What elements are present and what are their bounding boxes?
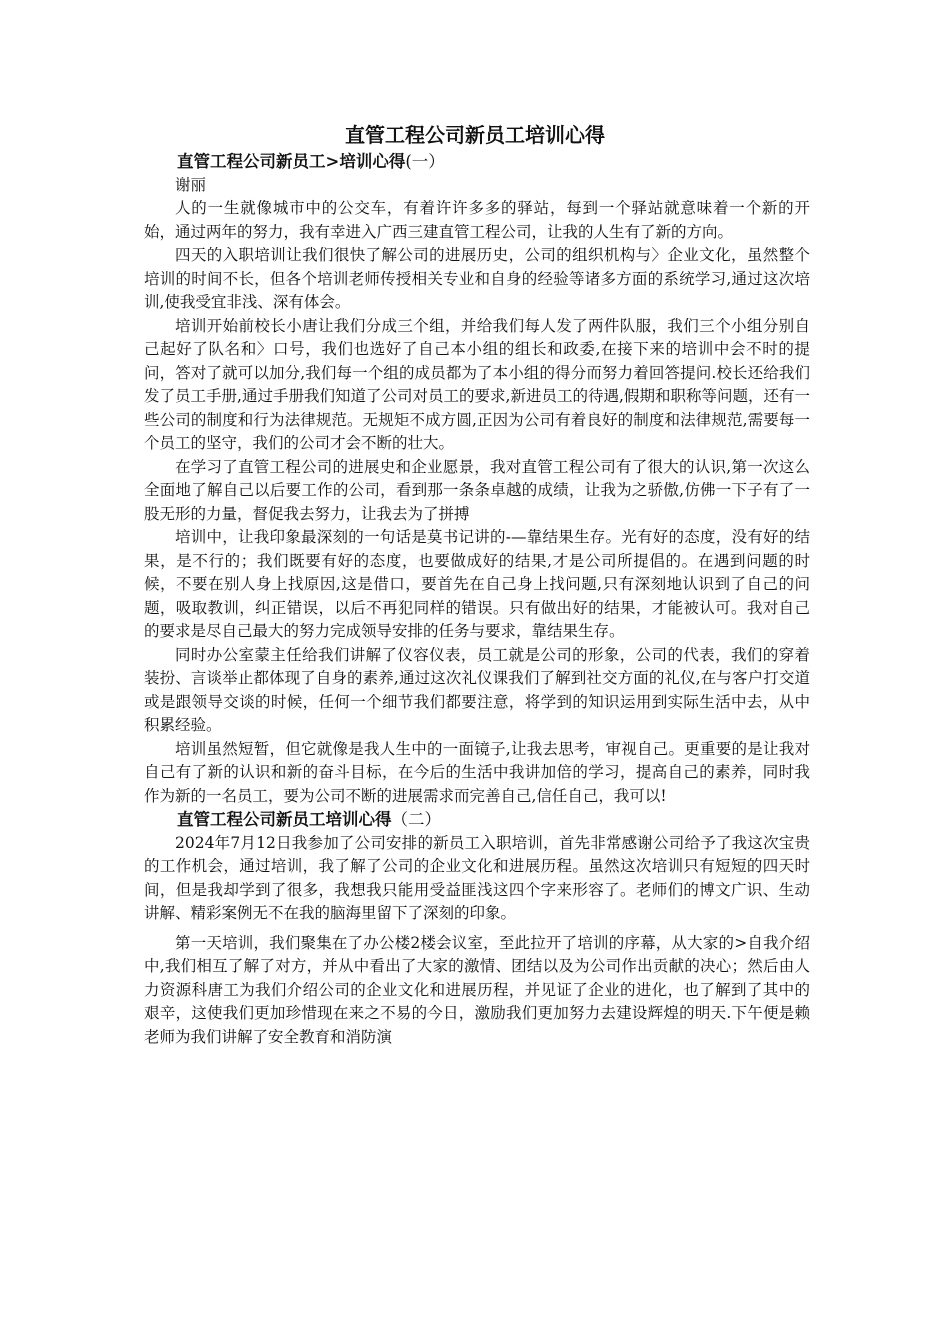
section-2-heading-suffix: （二） (391, 810, 441, 829)
paragraph: 四天的入职培训让我们很快了解公司的进展历史，公司的组织机构与〉企业文化，虽然整个培训的时间不长，但各个培训老师传授相关专业和自身的经验等诸多方面的系统学习,通过这次培训,使我受宜非浅、深有体会。 (144, 246, 810, 311)
paragraph: 培训中，让我印象最深刻的一句话是莫书记讲的-—靠结果生存。光有好的态度，没有好的结果，是不行的；我们既要有好的态度，也要做成好的结果,才是公司所提倡的。在遇到问题的时候，不要在别人身上找原因,这是借口，要首先在自己身上找问题,只有深刻地认识到了自己的问题，吸取教训，纠正错误，以后不再犯同样的错误。只有做出好的结果，才能被认可。我对自己的要求是尽自己最大的努力完成领导安排的任务与要求，靠结果生存。 (144, 528, 810, 640)
section-1-heading (144, 150, 810, 174)
document-body (144, 150, 810, 1049)
section-2-heading (144, 808, 810, 832)
document-title: 直管工程公司新员工培训心得 (345, 123, 605, 147)
paragraph: 培训开始前校长小唐让我们分成三个组，并给我们每人发了两件队服，我们三个小组分别自己起好了队名和〉口号，我们也选好了自己本小组的组长和政委,在接下来的培训中会不时的提问，答对了就可以加分,我们每一个组的成员都为了本小组的得分而努力着回答提问.校长还给我们发了员工手册,通过手册我们知道了公司对员工的要求,新进员工的待遇,假期和职称等问题，还有一些公司的制度和行为法律规范。无规矩不成方圆,正因为公司有着良好的制度和法律规范,需要每一个员工的坚守，我们的公司才会不断的壮大。 (144, 316, 810, 452)
author-name: 谢丽 (175, 175, 207, 194)
section-1-heading-suffix: (一） (405, 152, 445, 171)
paragraph: 2024年7月12日我参加了公司安排的新员工入职培训，首先非常感谢公司给予了我这次宝贵的工作机会，通过培训，我了解了公司的企业文化和进展历程。虽然这次培训只有短短的四天时间，但是我却学到了很多，我想我只能用受益匪浅这四个字来形容了。老师们的博文广识、生动讲解、精彩案例无不在我的脑海里留下了深刻的印象。 (144, 833, 810, 922)
paragraph: 培训虽然短暂，但它就像是我人生中的一面镜子,让我去思考，审视自己。更重要的是让我对自己有了新的认识和新的奋斗目标，在今后的生活中我讲加倍的学习，提高自己的素养，同时我作为新的一名员工，要为公司不断的进展需求而完善自己,信任自己，我可以! (144, 739, 810, 805)
paragraph: 人的一生就像城市中的公交车，有着许许多多的驿站，每到一个驿站就意味着一个新的开始，通过两年的努力，我有幸进入广西三建直管工程公司，让我的人生有了新的方向。 (144, 199, 810, 241)
paragraph: 同时办公室蒙主任给我们讲解了仪容仪表，员工就是公司的形象，公司的代表，我们的穿着装扮、言谈举止都体现了自身的素养,通过这次礼仪课我们了解到社交方面的礼仪,在与客户打交道或是跟领导交谈的时候，任何一个细节我们都要注意，将学到的知识运用到实际生活中去，从中积累经验。 (144, 645, 810, 734)
section-2-heading-text: 直管工程公司新员工培训心得 (177, 810, 392, 829)
section-1-heading-text: 直管工程公司新员工>培训心得 (177, 152, 406, 171)
paragraph: 第一天培训，我们聚集在了办公楼2楼会议室，至此拉开了培训的序幕，从大家的>自我介绍中,我们相互了解了对方，并从中看出了大家的激情、团结以及为公司作出贡献的决心；然后由人力资源科唐工为我们介绍公司的企业文化和进展历程，并见证了企业的进化，也了解到了其中的艰辛，这使我们更加珍惜现在来之不易的今日，激励我们更加努力去建设辉煌的明天.下午便是赖老师为我们讲解了安全教育和消防演 (144, 933, 810, 1046)
paragraph: 在学习了直管工程公司的进展史和企业愿景，我对直管工程公司有了很大的认识,第一次这么全面地了解自己以后要工作的公司，看到那一条条卓越的成绩，让我为之骄傲,仿佛一下子有了一股无形的力量，督促我去努力，让我去为了拼搏 (144, 457, 810, 523)
